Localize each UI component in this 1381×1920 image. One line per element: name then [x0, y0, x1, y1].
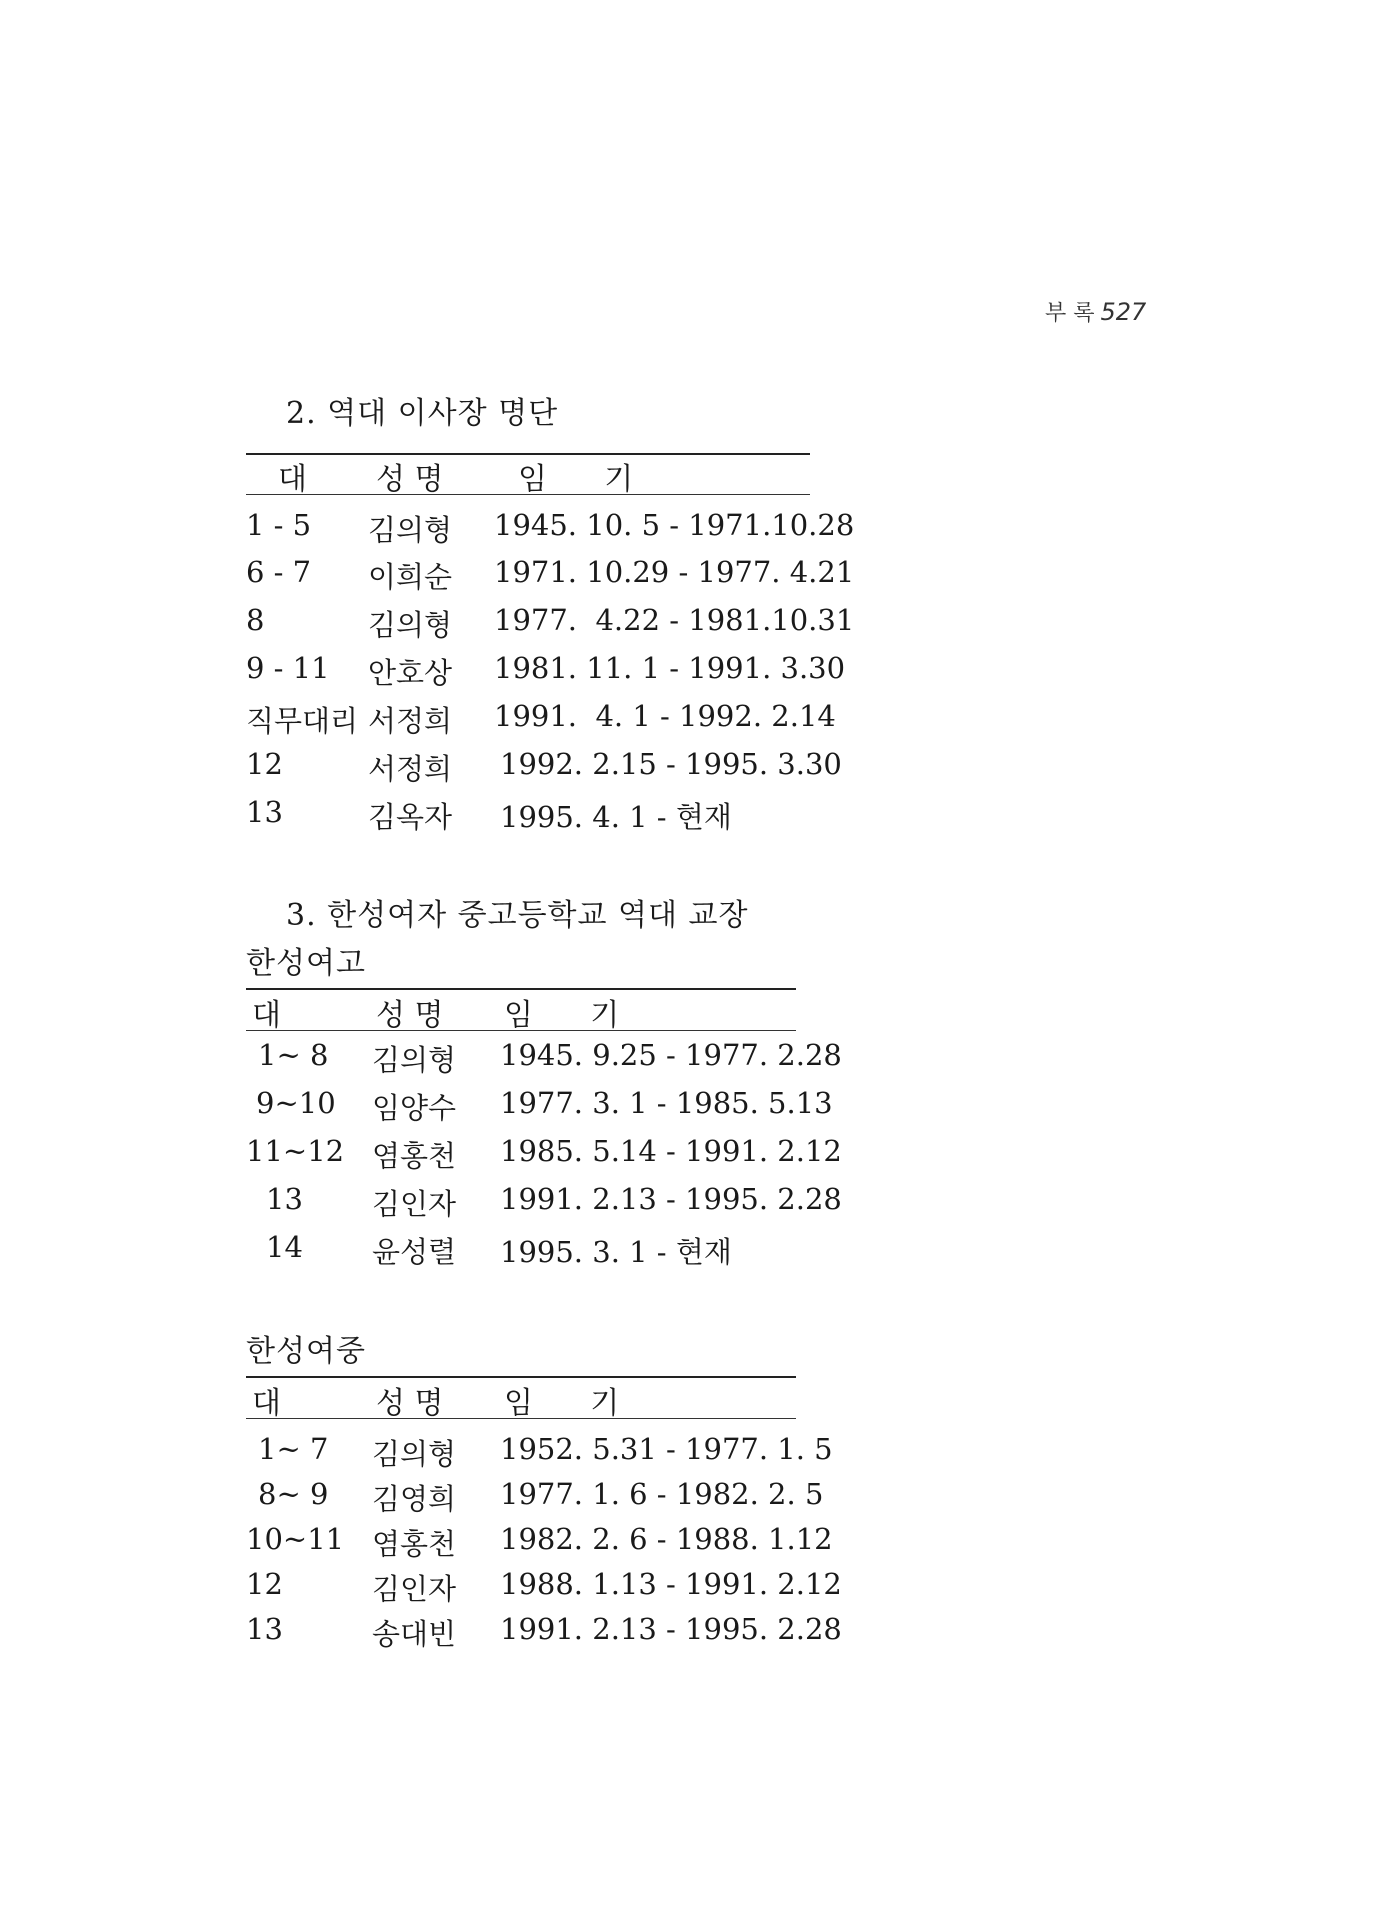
- table-row: [246, 1567, 1046, 1611]
- period-cell: 1945. 10. 5 - 1971.10.28: [494, 508, 855, 542]
- period-cell: 1945. 9.25 - 1977. 2.28: [500, 1038, 842, 1072]
- name-cell: 김영희: [372, 1482, 457, 1516]
- section2-title: 2. 역대 이사장 명단: [286, 396, 559, 431]
- period-cell: 1977. 3. 1 - 1985. 5.13: [500, 1086, 833, 1120]
- period-cell: 1971. 10.29 - 1977. 4.21: [494, 555, 855, 589]
- term-cell: 13: [246, 1612, 283, 1646]
- name-cell: 염홍천: [372, 1527, 457, 1561]
- header-term: 대: [278, 462, 307, 497]
- table-row: [246, 603, 1046, 647]
- table-row: [246, 1134, 1046, 1178]
- high-header-rule: [246, 1030, 796, 1031]
- name-cell: 김의형: [372, 1437, 457, 1471]
- table-row: [246, 1612, 1046, 1656]
- term-cell: 12: [246, 1567, 283, 1601]
- term-cell: 11~12: [246, 1134, 345, 1168]
- period-cell: 1995. 3. 1 - 현재: [500, 1235, 732, 1269]
- term-cell: 9~10: [256, 1086, 336, 1120]
- name-cell: 김인자: [372, 1187, 457, 1221]
- period-cell: 1981. 11. 1 - 1991. 3.30: [494, 651, 846, 685]
- period-cell: 1992. 2.15 - 1995. 3.30: [500, 747, 842, 781]
- section3-title: 3. 한성여자 중고등학교 역대 교장: [286, 898, 749, 933]
- period-cell: 1995. 4. 1 - 현재: [500, 800, 732, 834]
- running-head: [1045, 296, 1146, 327]
- period-cell: 1991. 2.13 - 1995. 2.28: [500, 1612, 842, 1646]
- name-cell: 임양수: [372, 1091, 457, 1125]
- table-row: [246, 1182, 1046, 1226]
- table-row: [246, 1432, 1046, 1476]
- section2-header: [246, 454, 810, 497]
- table-row: [246, 1038, 1046, 1082]
- name-cell: 염홍천: [372, 1139, 457, 1173]
- header-period: 임 기: [518, 462, 634, 497]
- header-period: 임 기: [504, 1386, 620, 1421]
- table-row: [246, 795, 1046, 839]
- name-cell: 김의형: [368, 608, 453, 642]
- name-cell: 김의형: [372, 1043, 457, 1077]
- term-cell: 9 - 11: [246, 651, 330, 685]
- page-number: 527: [1100, 298, 1147, 326]
- term-cell: 8~ 9: [258, 1477, 329, 1511]
- period-cell: 1985. 5.14 - 1991. 2.12: [500, 1134, 842, 1168]
- term-cell: 8: [246, 603, 265, 637]
- period-cell: 1991. 4. 1 - 1992. 2.14: [494, 699, 836, 733]
- header-term: 대: [252, 1386, 281, 1421]
- period-cell: 1977. 4.22 - 1981.10.31: [494, 603, 855, 637]
- table-row: [246, 1522, 1046, 1566]
- term-cell: 1~ 8: [258, 1038, 329, 1072]
- name-cell: 김옥자: [368, 800, 453, 834]
- middle-header: [246, 1378, 796, 1421]
- table-row: [246, 508, 1046, 552]
- name-cell: 김인자: [372, 1572, 457, 1606]
- term-cell: 14: [266, 1230, 303, 1264]
- header-name: 성 명: [376, 1386, 444, 1421]
- middle-school-label: 한성여중: [246, 1334, 366, 1369]
- term-cell: 12: [246, 747, 283, 781]
- period-cell: 1977. 1. 6 - 1982. 2. 5: [500, 1477, 824, 1511]
- name-cell: 윤성렬: [372, 1235, 457, 1269]
- term-cell: 1~ 7: [258, 1432, 329, 1466]
- table-row: [246, 1086, 1046, 1130]
- name-cell: 안호상: [368, 656, 453, 690]
- period-cell: 1952. 5.31 - 1977. 1. 5: [500, 1432, 833, 1466]
- high-header: [246, 990, 796, 1033]
- table-row: [246, 651, 1046, 695]
- name-cell: 송대빈: [372, 1617, 457, 1651]
- period-cell: 1982. 2. 6 - 1988. 1.12: [500, 1522, 833, 1556]
- middle-header-rule: [246, 1418, 796, 1419]
- table-row: [246, 1230, 1046, 1274]
- name-cell: 서정희: [368, 704, 453, 738]
- running-head-label: 부 록: [1045, 301, 1095, 326]
- header-term: 대: [252, 998, 281, 1033]
- term-cell: 13: [246, 795, 283, 829]
- term-cell: 13: [266, 1182, 303, 1216]
- table-row: [246, 699, 1046, 743]
- table-row: [246, 747, 1046, 791]
- term-cell: 직무대리: [246, 704, 359, 738]
- term-cell: 10~11: [246, 1522, 345, 1556]
- header-period: 임 기: [504, 998, 620, 1033]
- name-cell: 이희순: [368, 560, 453, 594]
- header-name: 성 명: [376, 462, 444, 497]
- header-name: 성 명: [376, 998, 444, 1033]
- term-cell: 1 - 5: [246, 508, 312, 542]
- period-cell: 1988. 1.13 - 1991. 2.12: [500, 1567, 842, 1601]
- section2-header-rule: [246, 494, 810, 495]
- name-cell: 김의형: [368, 513, 453, 547]
- table-row: [246, 1477, 1046, 1521]
- period-cell: 1991. 2.13 - 1995. 2.28: [500, 1182, 842, 1216]
- name-cell: 서정희: [368, 752, 453, 786]
- term-cell: 6 - 7: [246, 555, 312, 589]
- table-row: [246, 555, 1046, 599]
- high-school-label: 한성여고: [246, 946, 366, 981]
